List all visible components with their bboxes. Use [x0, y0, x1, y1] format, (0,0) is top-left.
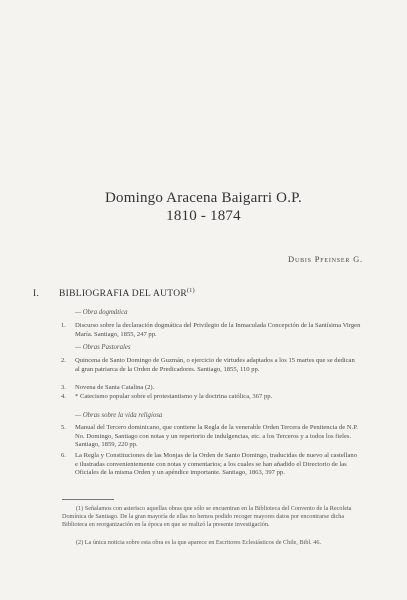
entry-number: 5. [61, 424, 66, 431]
entry-number: 6. [61, 452, 66, 459]
entry-text: Manual del Tercero dominicano, que contiene la Regla de la venerable Orden Tercera de Penitencia de N.P. No. Domingo, Santiago con notas y un repertorio de indulgencias, etc. a los Terceros y a todos los fieles. Santiago, 1859, 220 pp. [75, 424, 358, 449]
section-number: I. [33, 289, 40, 300]
bibliography-entry [61, 424, 361, 450]
entry-text: La Regla y Constituciones de las Monjas de la Orden de Santo Domingo, traducidas de nuevo al castellano e ilustradas convenientemente con notas y comentarios; a los cuales se han añadido el Directorio de las Oficiales de la misma Orden y un apéndice importante. Santiago, 1863, 397 pp. [75, 452, 357, 477]
bibliography-entry [61, 357, 361, 374]
subheading-religious: — Obras sobre la vida religiosa [75, 412, 163, 419]
section-note-mark: (1) [187, 288, 195, 294]
entry-number: 1. [61, 322, 66, 329]
footnote: (1) Señalamos con asterisco aquellas obras que sólo se encuentran en la Biblioteca del Convento de la Recoleta Domínica de Santiago. De la gran mayoría de ellas no hemos podido recoger mayores datos por encontrarse dicha Biblioteca en reorganización en la época en que se realizó la presente investigación. [62, 505, 352, 529]
bibliography-entry [61, 384, 361, 393]
entry-number: 2. [61, 357, 66, 364]
bibliography-entry [61, 393, 361, 402]
section-title: BIBLIOGRAFIA DEL AUTOR [59, 289, 187, 300]
bibliography-entry [61, 322, 361, 339]
entry-text: Quincena de Santo Domingo de Guzmán, o ejercicio de virtudes adaptados a los 15 martes que se dedican al gran patriarca de la Orden de Predicadores. Santiago, 1855, 110 pp. [75, 357, 355, 373]
page-title: Domingo Aracena Baigarri O.P. [104, 190, 302, 206]
subheading-dogmatic: — Obra dogmática [75, 309, 128, 316]
footnote: (2) La única noticia sobre esta obra es la que aparece en Escritores Eclesiásticos de Chile, Bibl. 46. [76, 539, 322, 546]
title-years: 1810 - 1874 [166, 208, 241, 224]
entry-number: 4. [61, 393, 66, 400]
section-heading [33, 288, 195, 299]
entry-number: 3. [61, 384, 66, 391]
entry-text: Discurso sobre la declaración dogmática del Privilegio de la Inmaculada Concepción de la Santísima Virgen María. Santiago, 1855, 247 pp. [75, 322, 361, 338]
entry-text: Novena de Santa Catalina (2). [75, 384, 155, 391]
bibliography-entry [61, 452, 361, 478]
entry-text: * Catecismo popular sobre el protestantismo y la doctrina católica, 367 pp. [75, 393, 273, 400]
author-name: Dubis Pfeinser G. [288, 254, 363, 264]
footnote-divider [62, 499, 114, 500]
subheading-pastoral: — Obras Pastorales [75, 344, 131, 351]
